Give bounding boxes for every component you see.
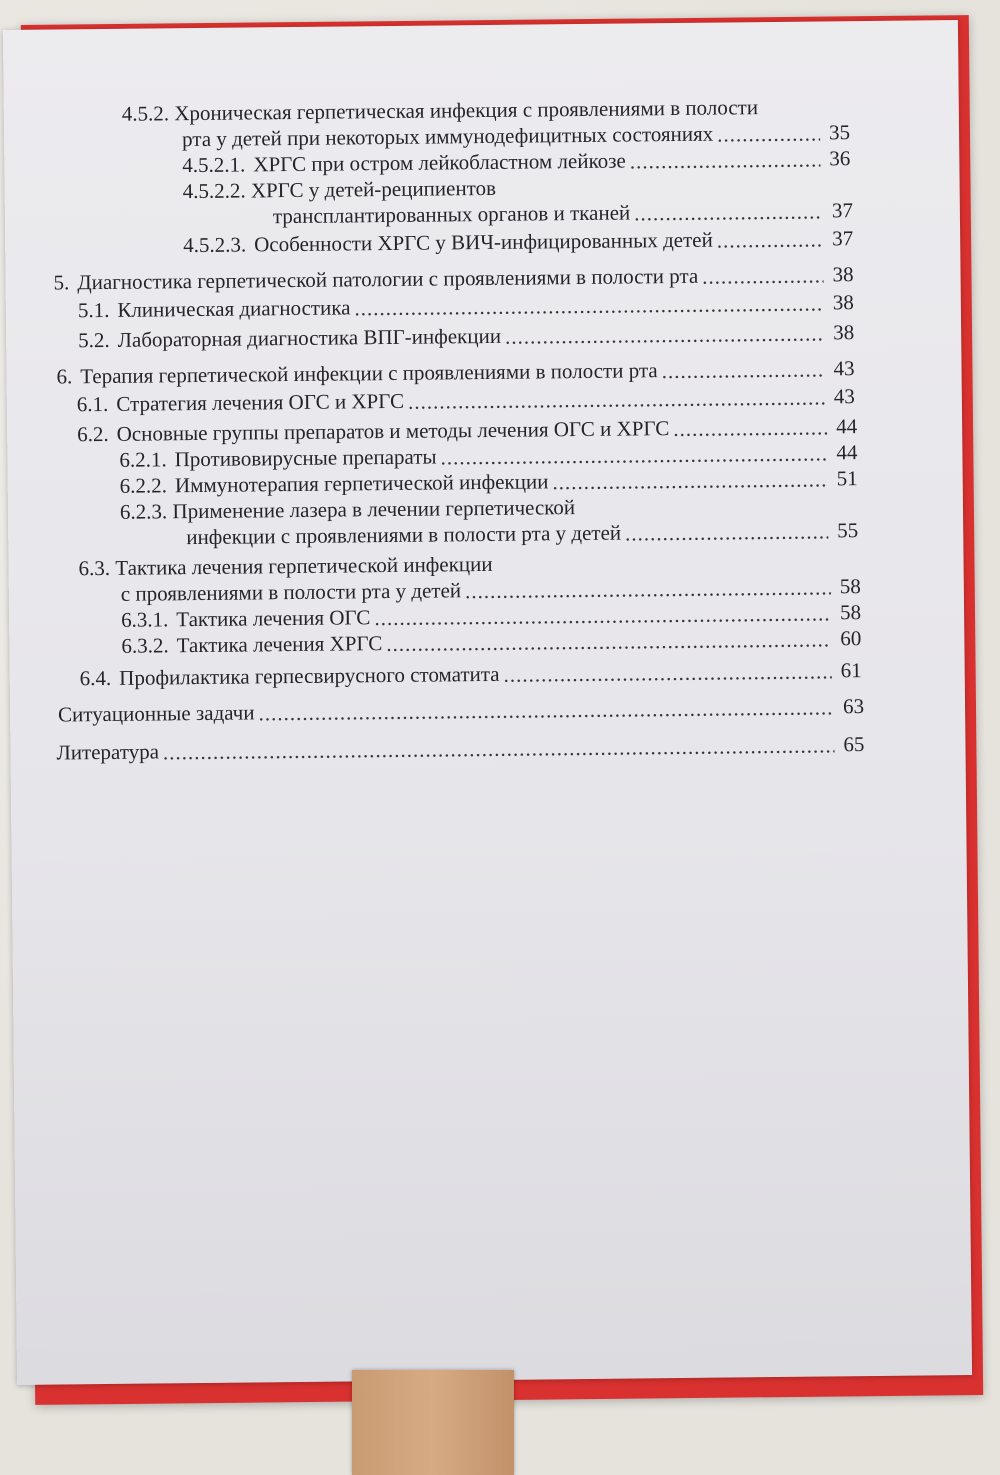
toc-title: с проявлениями в полости рта у детей: [120, 578, 462, 606]
toc-title: Терапия герпетической инфекции с проявлениями в полости рта: [80, 358, 658, 389]
toc-page-number: 63: [842, 694, 865, 719]
toc-title: Профилактика герпесвирусного стоматита: [119, 661, 500, 690]
toc-page-number: 60: [840, 626, 862, 651]
toc-page-number: 43: [833, 356, 855, 381]
toc-page-number: 36: [829, 146, 851, 171]
toc-title: Противовирусные препараты: [174, 444, 437, 472]
wooden-bookmark: [352, 1370, 514, 1475]
leader-dots: [258, 699, 834, 721]
toc-entry-situational-tasks[interactable]: [58, 693, 864, 727]
toc-number: 5.1.: [77, 297, 110, 323]
toc-page-number: 38: [833, 320, 855, 345]
toc-page-number: 61: [840, 658, 862, 683]
toc-title-line: Хроническая герпетическая инфекция с проявлениями в полости: [174, 95, 759, 126]
leader-dots: [625, 523, 828, 541]
toc-number: 6.3.: [78, 555, 111, 581]
leader-dots: [386, 631, 831, 652]
toc-number: 6.2.2.: [119, 473, 168, 498]
leader-dots: [440, 445, 827, 465]
toc-page-number: 43: [833, 384, 855, 409]
leader-dots: [634, 203, 823, 221]
toc-title: Клиническая диагностика: [117, 295, 351, 322]
toc-title: Особенности ХРГС у ВИЧ-инфицированных детей: [254, 227, 713, 257]
toc-page-number: 55: [837, 518, 859, 543]
toc-title: Иммунотерапия герпетической инфекции: [174, 469, 549, 498]
leader-dots: [717, 125, 820, 142]
toc-page-number: 58: [839, 600, 862, 625]
toc-title: Литература: [56, 739, 160, 765]
toc-title-line: Применение лазера в лечении герпетической: [172, 495, 576, 524]
leader-dots: [503, 663, 831, 682]
toc-page-number: 38: [832, 262, 854, 287]
toc-page-number: 38: [832, 290, 854, 315]
toc-number: 6.: [56, 364, 73, 389]
toc-number: 5.2.: [78, 327, 110, 353]
toc-page-number: 37: [831, 198, 853, 223]
leader-dots: [702, 267, 824, 284]
toc-title-line: ХРГС у детей-реципиентов: [250, 175, 497, 203]
toc-number: 6.3.1.: [120, 607, 169, 632]
toc-entry-4-5-2-2[interactable]: [273, 197, 853, 229]
toc-entry-5-2[interactable]: [78, 319, 854, 353]
toc-title: Диагностика герпетической патологии с проявлениями в полости рта: [77, 263, 699, 295]
toc-number: 6.2.: [77, 421, 109, 447]
toc-number: 5.: [53, 270, 70, 295]
toc-entry-literature[interactable]: [56, 731, 864, 765]
toc-title: трансплантированных органов и тканей: [272, 200, 631, 229]
leader-dots: [662, 361, 825, 379]
toc-number: 6.2.3.: [119, 499, 168, 524]
toc-number: 6.2.1.: [119, 447, 167, 472]
leader-dots: [354, 295, 824, 316]
leader-dots: [465, 579, 831, 599]
table-of-contents: [3, 20, 972, 1385]
toc-title: Основные группы препаратов и методы лечения ОГС и ХРГС: [116, 416, 670, 446]
toc-number: 4.5.2.: [121, 101, 170, 126]
toc-title: инфекции с проявлениями в полости рта у детей: [186, 520, 622, 550]
toc-title: Тактика лечения ОГС: [176, 605, 371, 632]
toc-number: 4.5.2.2.: [182, 178, 246, 204]
leader-dots: [717, 231, 824, 248]
leader-dots: [673, 419, 827, 437]
toc-number: 6.4.: [79, 665, 112, 691]
toc-entry-4-5-2-2-line1: [182, 175, 496, 204]
toc-entry-6-1[interactable]: [77, 383, 855, 417]
toc-number: 6.1.: [76, 391, 109, 417]
leader-dots: [630, 151, 821, 169]
toc-page-number: 35: [828, 120, 851, 145]
toc-title: Ситуационные задачи: [57, 700, 255, 727]
toc-page-number: 37: [832, 226, 854, 251]
toc-number: 4.5.2.1.: [182, 152, 246, 178]
toc-number: 6.3.2.: [121, 633, 169, 658]
toc-title: Стратегия лечения ОГС и ХРГС: [116, 388, 405, 416]
leader-dots: [505, 325, 824, 344]
toc-title: ХРГС при остром лейкобластном лейкозе: [253, 148, 626, 177]
leader-dots: [163, 737, 835, 760]
book-page: [3, 20, 972, 1385]
toc-page-number: 65: [843, 732, 865, 757]
toc-page-number: 44: [836, 414, 858, 439]
leader-dots: [408, 389, 825, 409]
toc-page-number: 51: [836, 466, 858, 491]
toc-entry-5-1[interactable]: [78, 289, 854, 323]
toc-title-line: Тактика лечения герпетической инфекции: [115, 551, 493, 580]
leader-dots: [374, 605, 831, 626]
toc-entry-4-5-2-1[interactable]: [182, 145, 850, 178]
toc-number: 4.5.2.3.: [183, 232, 247, 258]
toc-title: рта у детей при некоторых иммунодефицитных состояниях: [181, 121, 714, 152]
toc-entry-4-5-2-3[interactable]: [183, 225, 853, 258]
toc-title: Тактика лечения ХРГС: [176, 631, 383, 658]
toc-entry-6-4[interactable]: [80, 657, 862, 691]
leader-dots: [552, 471, 827, 490]
toc-page-number: 58: [839, 574, 861, 599]
toc-title: Лабораторная диагностика ВПГ-инфекции: [117, 323, 502, 352]
toc-page-number: 44: [836, 440, 858, 465]
